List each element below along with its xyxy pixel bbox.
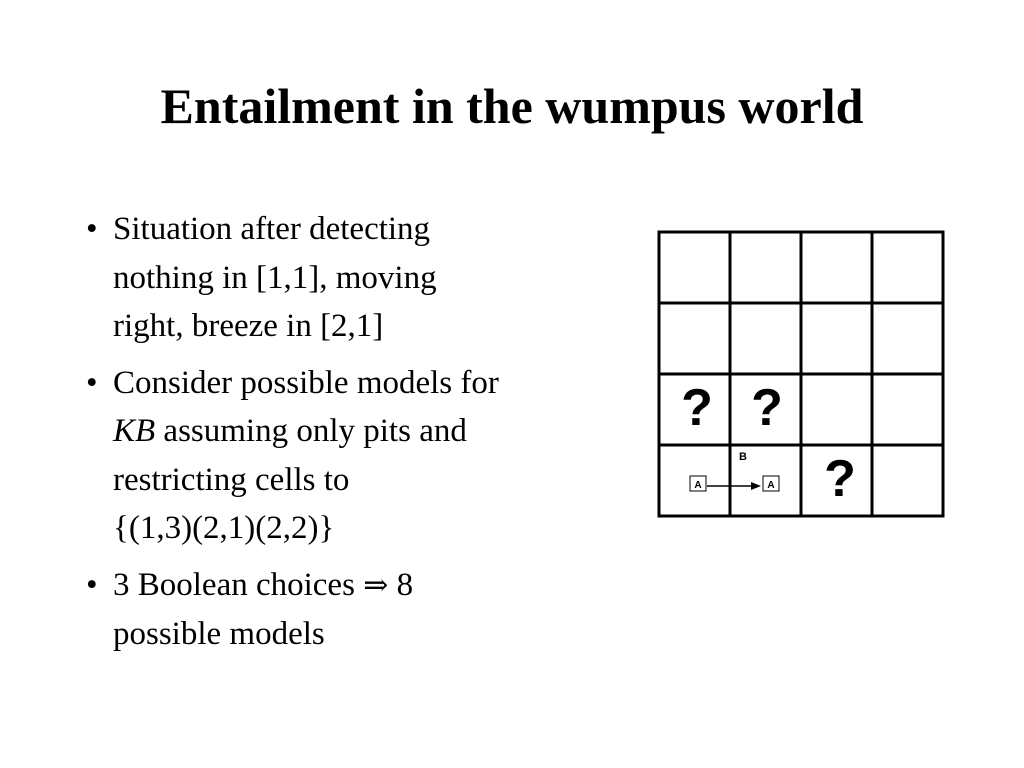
bullet-marker: • [86, 364, 98, 401]
question-mark-1-2: ? [681, 379, 713, 437]
arrow-head [751, 482, 761, 490]
implies-symbol: ⇒ [363, 567, 389, 603]
bullet-line: Consider possible models for [113, 364, 499, 401]
agent-start [690, 476, 706, 491]
bullet-line: possible models [113, 616, 325, 652]
bullet-item-choices [86, 561, 596, 659]
question-mark-2-2: ? [751, 379, 783, 437]
bullet-line: Situation after detecting [113, 211, 431, 247]
agent-label: A [694, 480, 702, 491]
kb-label: KB [113, 413, 156, 449]
bullet-line-text: assuming only pits and [155, 413, 467, 449]
bullet-line: nothing in [1,1], moving [113, 259, 437, 296]
bullet-list [86, 205, 596, 667]
bullet-line: right, breeze in [2,1] [113, 308, 384, 344]
bullet-line: {(1,3)(2,1)(2,2)} [113, 510, 335, 546]
bullet-marker: • [86, 211, 98, 247]
bullet-line-choices [113, 561, 596, 611]
grid-lines [659, 232, 943, 516]
slide-title: Entailment in the wumpus world [160, 78, 864, 134]
bullet-item-situation [86, 205, 596, 351]
agent-current [763, 476, 779, 491]
agent-label: A [767, 480, 775, 491]
bullet-line: restricting cells to [113, 461, 350, 498]
bullet-marker: • [86, 566, 98, 603]
move-arrow [707, 482, 761, 490]
model-count: 8 [396, 566, 414, 603]
bullet-line-kb [113, 407, 596, 456]
breeze-label: B [739, 451, 747, 463]
bullet-line-text: 3 Boolean choices [113, 566, 364, 603]
wumpus-grid [657, 230, 945, 518]
bullet-item-models [86, 359, 596, 553]
question-mark-3-1: ? [824, 450, 856, 508]
wumpus-grid-svg [657, 230, 945, 518]
